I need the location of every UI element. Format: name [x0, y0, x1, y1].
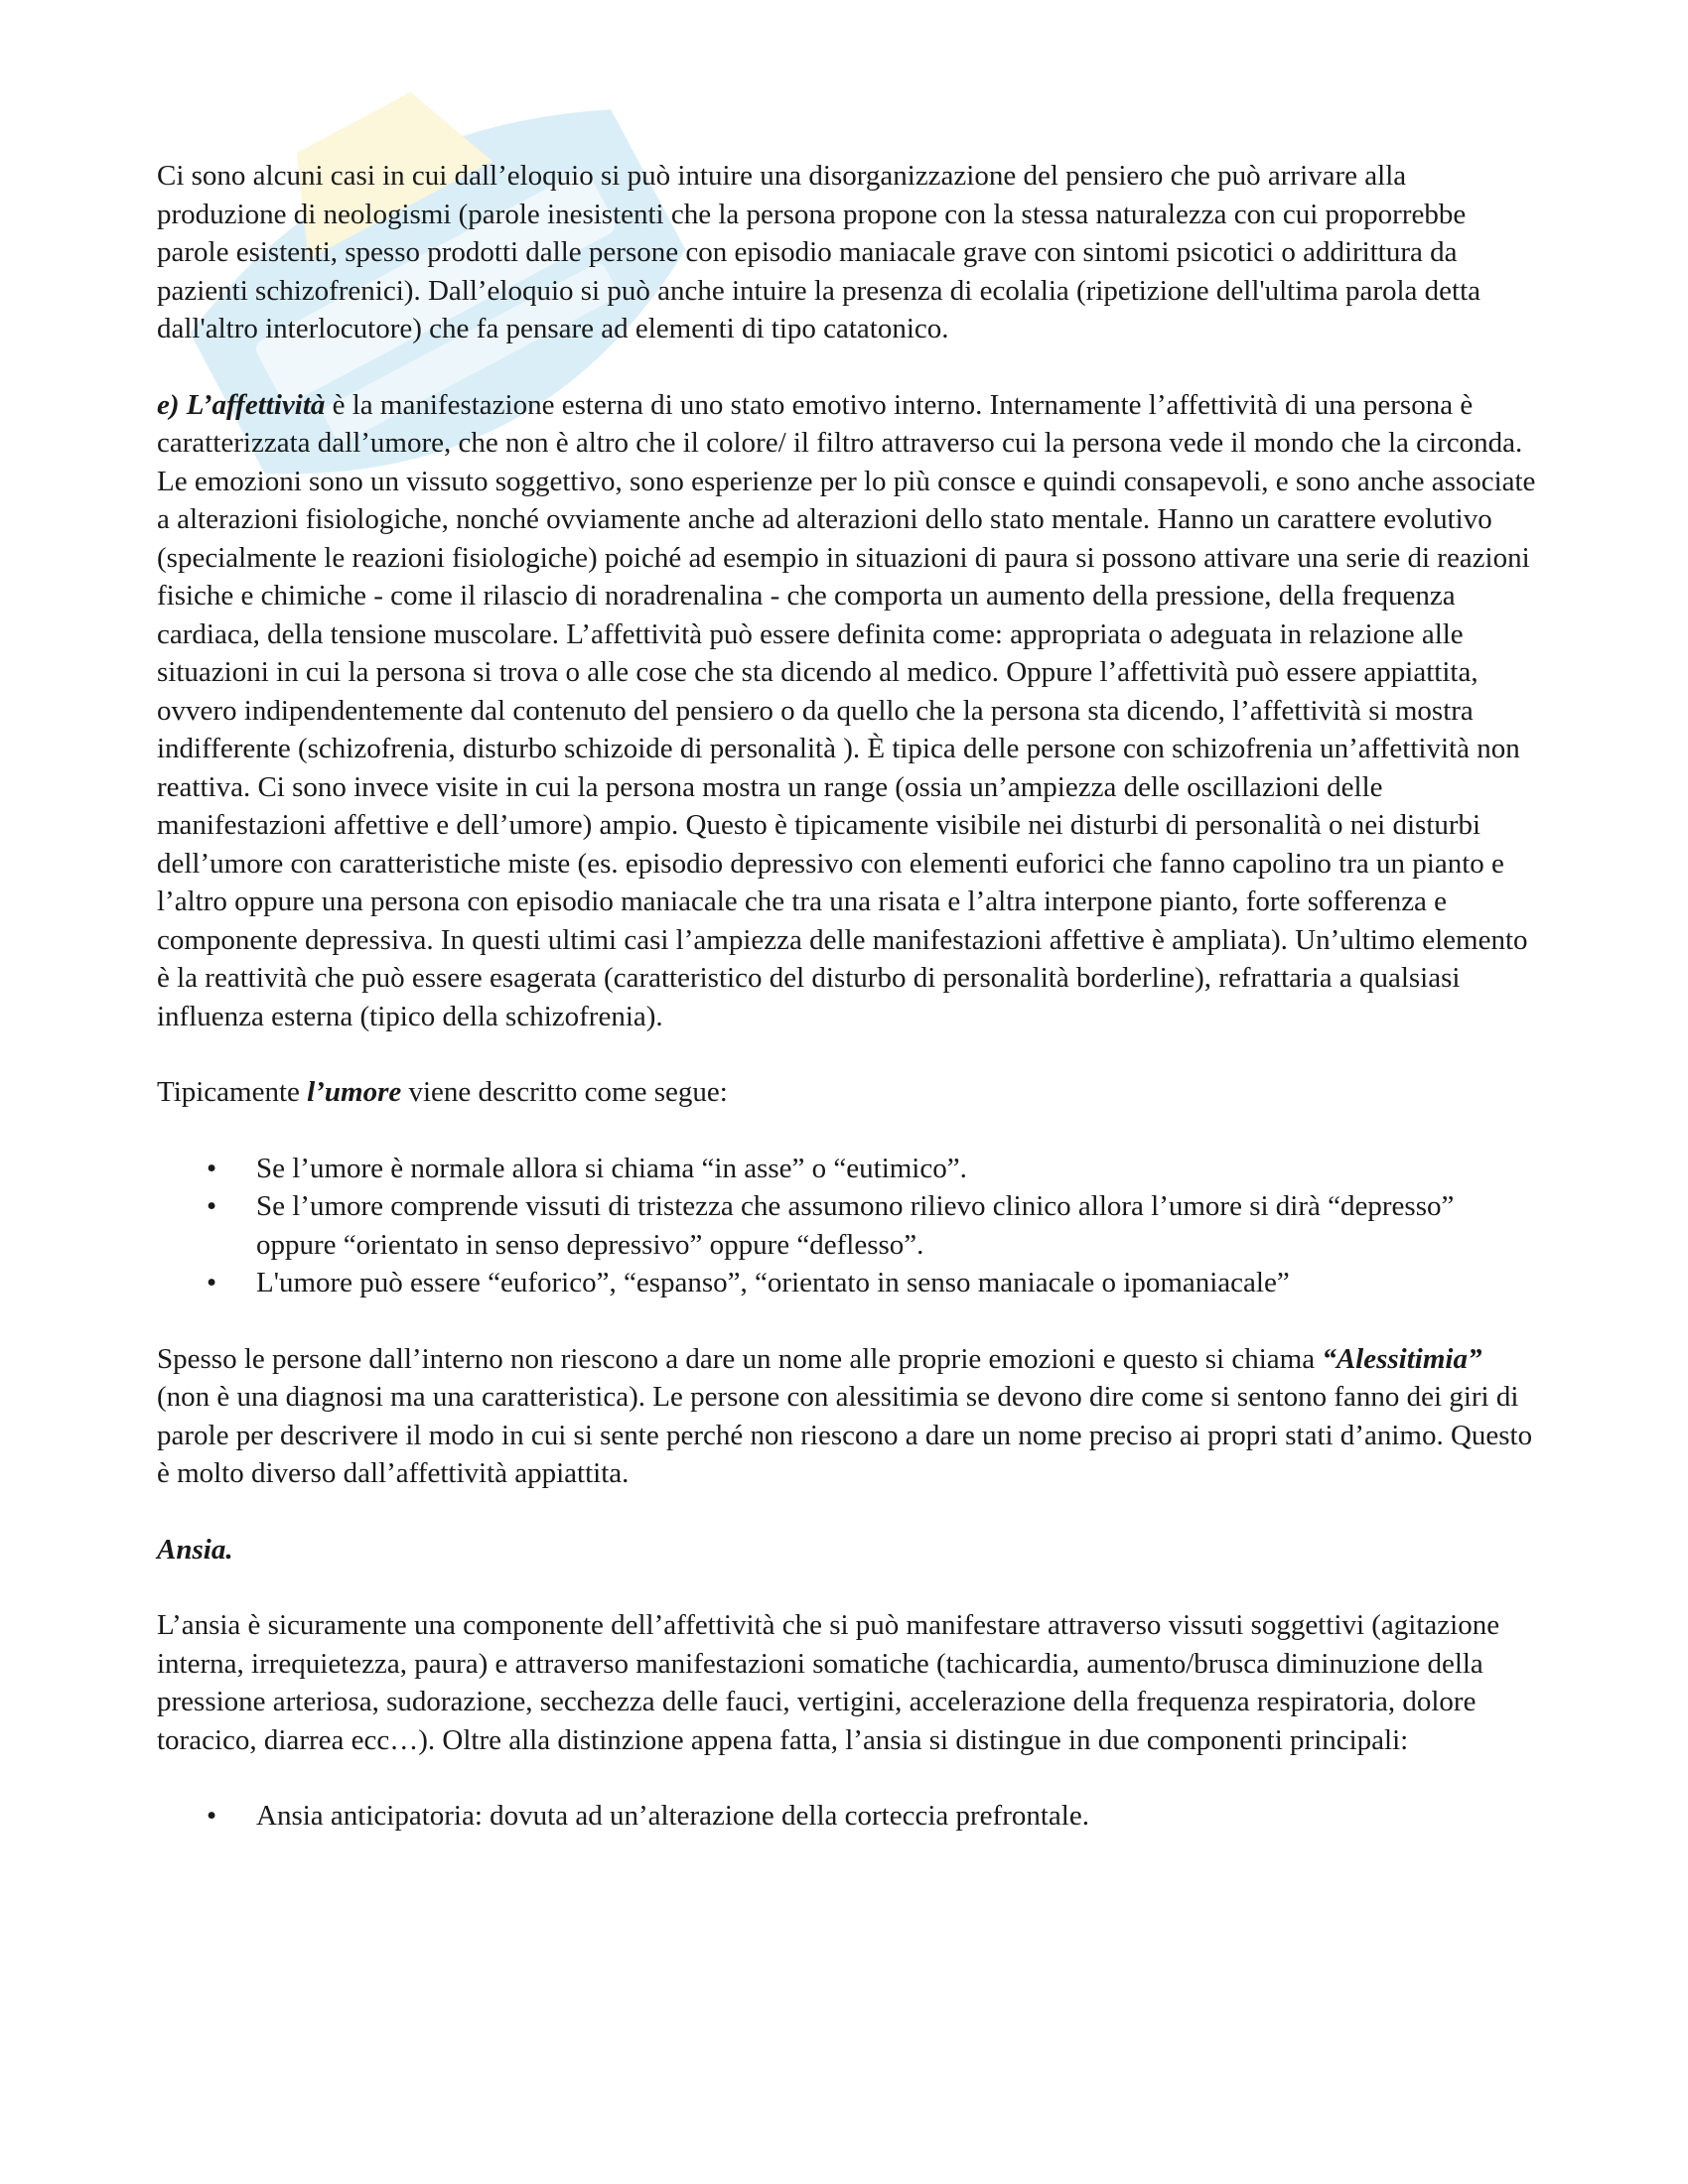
list-item-text: Se l’umore comprende vissuti di tristezza che assumono rilievo clinico allora l’umore si dirà “depresso” oppure “orientato in senso depressivo” oppure “deflesso”. [256, 1190, 1455, 1261]
list-item-text: Ansia anticipatoria: dovuta ad un’alterazione della corteccia prefrontale. [256, 1800, 1089, 1832]
paragraph-alessitimia [157, 1340, 1537, 1493]
document-body [157, 157, 1537, 1873]
heading-ansia [157, 1531, 1537, 1570]
list-item-text: Se l’umore è normale allora si chiama “in asse” o “eutimico”. [256, 1152, 967, 1184]
list-item [157, 1150, 1537, 1188]
list-item [157, 1264, 1537, 1302]
bullet-icon: • [207, 1190, 217, 1222]
bullet-icon: • [207, 1800, 217, 1832]
paragraph-affettivita-text: è la manifestazione esterna di uno stato emotivo interno. Internamente l’affettività di una persona è caratterizzata dall’umore, che non è altro che il colore/ il filtro attraverso cui la persona vede il mondo che la circonda. Le emozioni sono un vissuto soggettivo, sono esperienze per lo più consce e quindi consapevoli, e sono anche associate a alterazioni fisiologiche, nonché ovviamente anche ad alterazioni dello stato mentale. Hanno un carattere evolutivo (specialmente le reazioni fisiologiche) poiché ad esempio in situazioni di paura si possono attivare una serie di reazioni fisiche e chimiche - come il rilascio di noradrenalina - che comporta un aumento della pressione, della frequenza cardiaca, della tensione muscolare. L’affettività può essere definita come: appropriata o adeguata in relazione alle situazioni in cui la persona si trova o alle cose che sta dicendo al medico. Oppure l’affettività può essere appiattita, ovvero indipendentemente dal contenuto del pensiero o da quello che la persona sta dicendo, l’affettività si mostra indifferente (schizofrenia, disturbo schizoide di personalità ). È tipica delle persone con schizofrenia un’affettività non reattiva. Ci sono invece visite in cui la persona mostra un range (ossia un’ampiezza delle oscillazioni delle manifestazioni affettive e dell’umore) ampio. Questo è tipicamente visibile nei disturbi di personalità o nei disturbi dell’umore con caratteristiche miste (es. episodio depressivo con elementi euforici che fanno capolino tra un pianto e l’altro oppure una persona con episodio maniacale che tra una risata e l’altra interpone pianto, forte sofferenza e componente depressiva. In questi ultimi casi l’ampiezza delle manifestazioni affettive è ampliata). Un’ultimo elemento è la reattività che può essere esagerata (caratteristico del disturbo di personalità borderline), refrattaria a qualsiasi influenza esterna (tipico della schizofrenia). [157, 388, 1536, 1032]
umore-list [157, 1150, 1537, 1302]
bullet-icon: • [207, 1267, 217, 1298]
term-affettivita: e) L’affettività [157, 388, 326, 421]
alessitimia-post: (non è una diagnosi ma una caratteristica). Le persone con alessitimia se devono dire come si sentono fanno dei giri di parole per descrivere il modo in cui si sente perché non riescono a dare un nome preciso ai propri stati d’animo. Questo è molto diverso dall’affettività appiattita. [157, 1381, 1533, 1489]
paragraph-affettivita [157, 386, 1537, 1036]
umore-intro-pre: Tipicamente [157, 1076, 308, 1108]
list-item [157, 1797, 1537, 1836]
ansia-list [157, 1797, 1537, 1836]
list-item [157, 1187, 1537, 1264]
paragraph-ansia: L’ansia è sicuramente una componente dell’affettività che si può manifestare attraverso vissuti soggettivi (agitazione interna, irrequietezza, paura) e attraverso manifestazioni somatiche (tachicardia, aumento/brusca diminuzione della pressione arteriosa, sudorazione, secchezza delle fauci, vertigini, accelerazione della frequenza respiratoria, dolore toracico, diarrea ecc…). Oltre alla distinzione appena fatta, l’ansia si distingue in due componenti principali: [157, 1609, 1500, 1756]
list-item-text: L'umore può essere “euforico”, “espanso”, “orientato in senso maniacale o ipomaniacale” [256, 1267, 1290, 1298]
term-alessitimia: “Alessitimia” [1322, 1342, 1482, 1375]
paragraph-disorganizzazione: Ci sono alcuni casi in cui dall’eloquio si può intuire una disorganizzazione del pensiero che può arrivare alla produzione di neologismi (parole inesistenti che la persona propone con la stessa naturalezza con cui proporrebbe parole esistenti, spesso prodotti dalle persone con episodio maniacale grave con sintomi psicotici o addirittura da pazienti schizofrenici). Dall’eloquio si può anche intuire la presenza di ecolalia (ripetizione dell'ultima parola detta dall'altro interlocutore) che fa pensare ad elementi di tipo catatonico. [157, 160, 1481, 344]
umore-intro-post: viene descritto come segue: [401, 1076, 728, 1108]
bullet-icon: • [207, 1152, 217, 1184]
paragraph-umore-intro [157, 1073, 1537, 1112]
term-umore: l’umore [307, 1076, 402, 1108]
heading-ansia-text: Ansia. [157, 1533, 233, 1566]
alessitimia-pre: Spesso le persone dall’interno non riescono a dare un nome alle proprie emozioni e questo si chiama [157, 1342, 1323, 1375]
